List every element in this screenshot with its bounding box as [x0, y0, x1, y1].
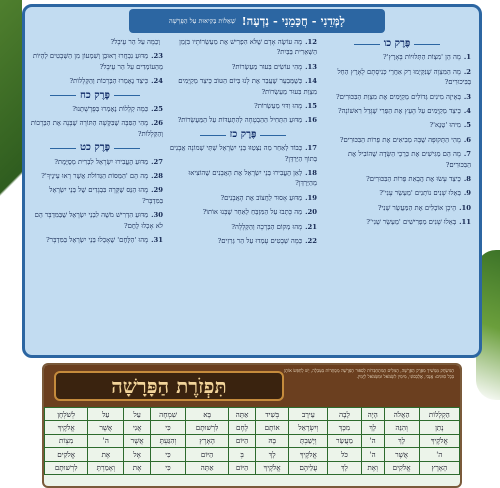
question-text: מָהִי עוֹשִׂים בִּעוּר מַעַשְׂרוֹת? [231, 62, 303, 71]
question-number: 23. [151, 52, 163, 61]
grid-cell[interactable]: בָּהּ [255, 434, 289, 447]
grid-cell[interactable]: בְּ [229, 448, 256, 461]
question-number: 21. [305, 222, 317, 231]
question-item [323, 92, 471, 102]
question-item [323, 106, 471, 116]
question-number: 17. [305, 144, 317, 153]
grid-cell[interactable]: לְשֹׁלְחָן [45, 408, 88, 421]
grid-cell[interactable]: עֵירָב [289, 408, 328, 421]
grid-cell[interactable]: אֶת [124, 461, 151, 474]
question-text: כֵּיצַד עָשׂוּ אֶת הֲבָאַת פֵּרוֹת הַבִּכּוּרִים? [366, 175, 461, 184]
question-text: מַה כָּתְבוּ עַל הַמִּזְבֵּחַ לְאַחַר שֶׁבָּנוּ אוֹתוֹ? [202, 208, 303, 217]
question-item [27, 157, 163, 167]
grid-cell[interactable]: כִּי [151, 421, 186, 434]
grid-cell[interactable]: לָךְ [328, 461, 362, 474]
question-text: מַדּוּעַ הִדְרִישׁ מֹשֶׁה לִבְנֵי יִשְׂרָאֵל שֶׁבַּמִּדְבָּר הֵם לֹא אָכְלוּ לֶחֶם? [34, 211, 163, 230]
grid-cell[interactable]: וְהִנֵּה [384, 421, 419, 434]
question-number: 18. [305, 169, 317, 178]
grid-cell[interactable]: אֲשֶׁר [124, 434, 151, 447]
grid-cell[interactable]: אֶל [124, 448, 151, 461]
question-item [169, 37, 317, 58]
word-search-banner [44, 365, 460, 407]
word-search-card [42, 363, 462, 488]
grid-cell[interactable]: הַאֲלֹה [384, 408, 419, 421]
question-number: 30. [151, 211, 163, 220]
question-text: כַּמָּה שְׁבָטִים עָמְדוּ עַל הַר גְּרִזִים? [217, 237, 303, 246]
question-item [169, 143, 317, 164]
question-item [169, 222, 317, 232]
question-number: 24. [151, 77, 163, 86]
question-number: 11. [459, 218, 471, 227]
question-text: מָה הֵם מַגִּישִׁים אֶת כַּרְכֵי הַשָּׂדֶה שֶׁהוֹבִיל אֶת הַבִּכּוּרִים? [347, 150, 471, 169]
question-item [323, 67, 471, 88]
grid-cell[interactable]: אֱלֹקִים [384, 461, 419, 474]
grid-cell[interactable]: מִכָּךְ [328, 421, 362, 434]
grid-row [45, 448, 460, 461]
quiz-banner-subtitle: שְׁאֵלוֹת בְּקִיאוּת עַל הַפָּרָשָׁה [168, 17, 236, 25]
grid-row [45, 408, 460, 421]
question-item [169, 101, 317, 111]
question-item [323, 174, 471, 184]
grid-cell[interactable]: לֶחֶם [229, 421, 256, 434]
question-item [169, 115, 317, 125]
grid-cell[interactable]: בְּשִׁיד [255, 408, 289, 421]
question-text: כַּמָּה קְלָלוֹת נֶאֶמְרוּ בְּפָּרָשָׁתֵנוּ? [72, 105, 149, 114]
question-number: 7. [463, 150, 471, 159]
grid-cell[interactable]: הַיּוֹם [185, 448, 228, 461]
questions-column-middle [169, 37, 317, 351]
question-item [27, 210, 163, 231]
question-text: מָהִי הַסִּבָּה שֶׁבִּקְּשָׁה הַתּוֹרָה שֶׁבָּנָה אֶת הַבְּרָכוֹת וְהַקְּלָלוֹת? [30, 119, 163, 138]
quiz-banner [129, 9, 385, 33]
question-number: 31. [151, 236, 163, 245]
question-number: 4. [463, 107, 471, 116]
question-text: מָהוּ 'הַלֶּחֶם' שֶׁאָכְלוּ בְּנֵי יִשְׂרָאֵל בַּמִּדְבָּר? [46, 236, 149, 245]
question-number: 9. [463, 189, 471, 198]
section-heading: פֶּרֶק כז [169, 130, 317, 140]
word-search-description: הַמִּשְׂחָק מַמְשִׁיךְ מִפֶּרֶק הַפָּרָשָׁה, הַמִּלִּים הַמִּתְחַבְּרוֹת לְסִפּוּר הַפָּרָשָׁה מְסֻתָּרוֹת בַּטַּבְלָה, יֵשׁ לְחַפֵּשׂ אוֹתָן בְּכָל כִּוּוּנִים: אֲנָכִי, אֲלַכְסוֹנִי, מִימִין לִשְׂמֹאל וּמִשְּׂמֹאל לְיָמִין. [284, 369, 454, 381]
word-search-grid [44, 407, 460, 475]
grid-cell[interactable]: לָךְ [361, 421, 384, 434]
grid-cell[interactable]: לָךְ [384, 434, 419, 447]
grid-cell[interactable]: מַעֲשֵׂר [328, 434, 362, 447]
grid-cell[interactable]: הָיָה [361, 408, 384, 421]
question-item [323, 203, 471, 213]
question-item [27, 171, 163, 181]
question-item [169, 193, 317, 203]
question-number: 25. [151, 105, 163, 114]
question-item [27, 37, 163, 47]
question-text: מָה הַמִּצְוָה שֶׁנִּקְּיְמוּ רַק אַחֲרֵי כְּנִיסָתָם לָאָרֶץ הַחֵל בְּבִּיכוּרִים? [337, 67, 471, 87]
quiz-card [22, 4, 482, 358]
question-number: 13. [305, 62, 317, 71]
question-text: הֵיכָן אוֹכְלִים אֶת הַמַּעֲשֵׂר שֵׁנִי? [377, 203, 457, 212]
grid-cell[interactable]: עַל [88, 408, 124, 421]
question-item [27, 185, 163, 206]
question-item [323, 188, 471, 198]
grid-cell[interactable]: הַיּוֹם [229, 461, 256, 474]
question-number: 22. [305, 237, 317, 246]
grid-cell[interactable]: אֱלֹקֶיךָ [255, 461, 289, 474]
question-item [27, 76, 163, 86]
question-item [169, 76, 317, 97]
question-number: 27. [151, 157, 163, 166]
question-item [169, 168, 317, 189]
questions-column-right [323, 37, 471, 351]
question-item [323, 135, 471, 145]
question-item [169, 62, 317, 72]
question-text: בְּאֵלוּ שָׁנִים נוֹתְנִים 'מַעְשֵׂר עָנִי'? [379, 189, 461, 198]
question-number: 28. [151, 172, 163, 181]
grid-cell[interactable]: מִצְוֹת [45, 434, 88, 447]
question-number: 6. [463, 135, 471, 144]
question-number: 12. [305, 38, 317, 46]
questions-column-left [27, 37, 163, 351]
grid-cell[interactable]: לָבָה [328, 408, 362, 421]
question-text: מַדּוּעַ הִתְּחִיל הַהַבְטָחָה לְהִתְעַדּוֹת עַל הַמַּעֲשֵׂרוֹת? [177, 116, 303, 125]
grid-cell[interactable]: וְהִגַּעְתָּ [151, 434, 186, 447]
question-item [323, 217, 471, 227]
grid-row [45, 421, 460, 434]
grid-cell[interactable]: שִׁמְחָה [151, 408, 186, 421]
question-item [323, 52, 471, 62]
question-number: 10. [459, 203, 471, 212]
question-number: 2. [463, 67, 471, 76]
grid-cell[interactable]: כֹּל [328, 448, 362, 461]
question-number: 3. [463, 92, 471, 101]
grid-cell[interactable]: עַל [124, 408, 151, 421]
question-text: מָהִי הַתְּקוּפָה שֶׁבָּהּ מְבִיאִים אֶת פֵּרוֹת הַבִּכּוּרִים? [339, 135, 461, 144]
question-text: מָה הֵם 'הַמַּסּוֹת הַגְּדוֹלֹת אֲשֶׁר רָאוּ עֵינֶיךָ'? [41, 172, 149, 181]
question-text: מָה הֵן 'מִצְוֹת הַתְּלוּיוֹת בָּאָרֶץ'? [382, 53, 461, 62]
leaves-decoration-top [0, 0, 22, 300]
question-number: 15. [305, 102, 317, 111]
quiz-banner-title: לָמְּדֵנִי - חֲכָּמֵנִי - נַדְעָה! [241, 14, 346, 28]
section-heading: פֶּרֶק כח [27, 91, 163, 101]
question-item [27, 235, 163, 245]
question-text: לְאַן הֶעֱבִירוּ בְּנֵי יִשְׂרָאֵל אֶת הָאֲבָנִים שֶׁהוֹצִיאוּ מֵהַיַּרְדֵּן? [188, 169, 317, 188]
grid-cell[interactable]: אֲשֶׁר [88, 421, 124, 434]
grid-cell[interactable]: הָאָרֶץ [419, 461, 459, 474]
question-text: מָהוּ וִדּוּי מַעַשְׂרוֹת? [254, 102, 303, 111]
grid-cell[interactable]: אֲשֶׁר [384, 448, 419, 461]
question-text: מִיהוּ 'טֶנֶא'? [429, 121, 461, 130]
question-number: 26. [151, 119, 163, 128]
question-text: מַדּוּעַ הֶעֱבִירוּ יִשְׂרָאֵל לִבְרִית מְסֻיֶּמֶת? [54, 157, 149, 166]
grid-cell[interactable]: בָּא [185, 408, 228, 421]
question-number: 29. [151, 186, 163, 195]
question-number: 1. [463, 53, 471, 62]
grid-cell[interactable]: וְאָמַרְתָּ [88, 461, 124, 474]
grid-cell[interactable]: אֶת [88, 448, 124, 461]
question-number: 20. [305, 208, 317, 217]
question-item [27, 118, 163, 139]
question-item [27, 104, 163, 114]
grid-cell[interactable]: אֱלֹקֶיךָ [419, 434, 459, 447]
question-text: כֵּיצַד מְקַיְּמִים עַל הָעֵץ אֶת הַפְּרִי שֶׁגָּדַל רִאשׁוֹנָה? [337, 107, 461, 116]
question-text: בְּאֵלוּ שָׁנִים מַפְרִישִׁים 'מַעְשֵׂר שֵׁנִי'? [366, 218, 457, 227]
grid-row [45, 434, 460, 447]
grid-cell[interactable]: אֱלֹקֶיךָ [45, 421, 88, 434]
question-text: מָה עוֹשֶׂה אָדָם שֶׁלֹּא הִפְרִישׁ אֶת מַעַשְׂרוֹתָיו בִּזְמַן הַשְּׁאֵרִית בַּבַּיִת? [179, 38, 317, 57]
question-text: מַדּוּעַ אָסוּר לַחֲצוֹב אֶת הָאֲבָנִים? [220, 193, 303, 202]
question-number: 5. [463, 121, 471, 130]
section-heading: פֶּרֶק כט [27, 143, 163, 153]
question-item [169, 236, 317, 246]
question-text: מָהוּ הַנֵּס שֶׁקָּרָה בִּבְגָדִים שֶׁל בְּנֵי יִשְׂרָאֵל בַּמִּדְבָּר? [49, 186, 163, 205]
grid-cell[interactable]: וְיָשַׁבְתָּ [289, 434, 328, 447]
grid-cell[interactable]: לָךְ [255, 448, 289, 461]
question-item [169, 207, 317, 217]
grid-row [45, 461, 460, 474]
word-search-title: תִּפְזֹרֶת הַפָּרָשָׁה [54, 371, 284, 401]
grid-cell[interactable]: אֲנִי [124, 421, 151, 434]
question-item [27, 51, 163, 72]
grid-cell[interactable]: עֲלֵיהֶם [289, 461, 328, 474]
question-text: מַדּוּעַ נִבְחֲרוּ רְאוּבֵן וְשִׁמְעוֹן מִן הַשְּׁבָטִים לְהֵיוֹת מֵהַעוֹמְדִים עַל הַר עֵיבָל? [33, 52, 163, 71]
grid-cell[interactable]: ה' [88, 434, 124, 447]
question-text: כְּשֶׁמְּבַעֵר שֶׁעֲבַר אֶת לָנוּ בְּיוֹם הַטּוֹב כֵּיצַד מְקַיְּמִים מִצְוַת בִּעוּר מַעַשְׂרוֹת? [178, 77, 317, 96]
grid-cell[interactable]: וְיִשְׂרָאֵל [289, 421, 328, 434]
question-number: 16. [305, 116, 317, 125]
grid-cell[interactable]: כִּי [151, 448, 186, 461]
question-text: כֵּיצַד נֶאֶמְרוּ הַבְּרָכוֹת וְהַקְּלָלוֹת? [69, 77, 149, 86]
grid-cell[interactable]: נָתַן [419, 421, 459, 434]
grid-cell[interactable]: ה' [419, 448, 459, 461]
grid-cell[interactable]: אֱלֹקִים [45, 448, 88, 461]
grid-cell[interactable]: הָאָרֶץ [185, 434, 228, 447]
question-number: 8. [463, 175, 471, 184]
grid-cell[interactable]: לִרְשׁוּתָם [45, 461, 88, 474]
question-number: 19. [305, 193, 317, 202]
question-text: בְּאֵיזֶה מִינִים גְּדוֹלִים מְקַיְּמִים אֶת מִצְוַת הַבִּכּוּרִים? [336, 92, 461, 101]
question-item [323, 149, 471, 170]
grid-cell[interactable]: ה' [361, 448, 384, 461]
question-number: 14. [305, 77, 317, 86]
grid-cell[interactable]: ה' [361, 434, 384, 447]
grid-cell[interactable]: אֱלֹקֶיךָ [289, 448, 328, 461]
question-text: מָהוּ מְקוֹם הַבְּרָכָה וְהַקְּלָלָה? [231, 222, 303, 231]
grid-cell[interactable]: הַיּוֹם [229, 434, 256, 447]
grid-cell[interactable]: הַקְלָלוֹת [419, 408, 459, 421]
section-heading: פֶּרֶק כו [323, 39, 471, 49]
question-text: וְכַמָּה עַל הַר עֵיבָל? [110, 38, 160, 46]
grid-cell[interactable]: אַתָּה [229, 408, 256, 421]
grid-cell[interactable]: כִּי [151, 461, 186, 474]
grid-cell[interactable]: אוֹתָם [255, 421, 289, 434]
question-text: כְּבוֹד לְאַחַר מַה נִצְטַוּוּ בְּנֵי יִשְׂרָאֵל שְׁתֵּי שְׁמוֹנָה אֲבָנִים בְּתוֹךְ הַיַּרְדֵּן? [169, 144, 317, 163]
question-item [323, 120, 471, 130]
grid-cell[interactable]: וְאֶת [361, 461, 384, 474]
grid-cell[interactable]: לִרְשׁוּתָם [185, 421, 228, 434]
grid-cell[interactable]: אַתָּה [185, 461, 228, 474]
